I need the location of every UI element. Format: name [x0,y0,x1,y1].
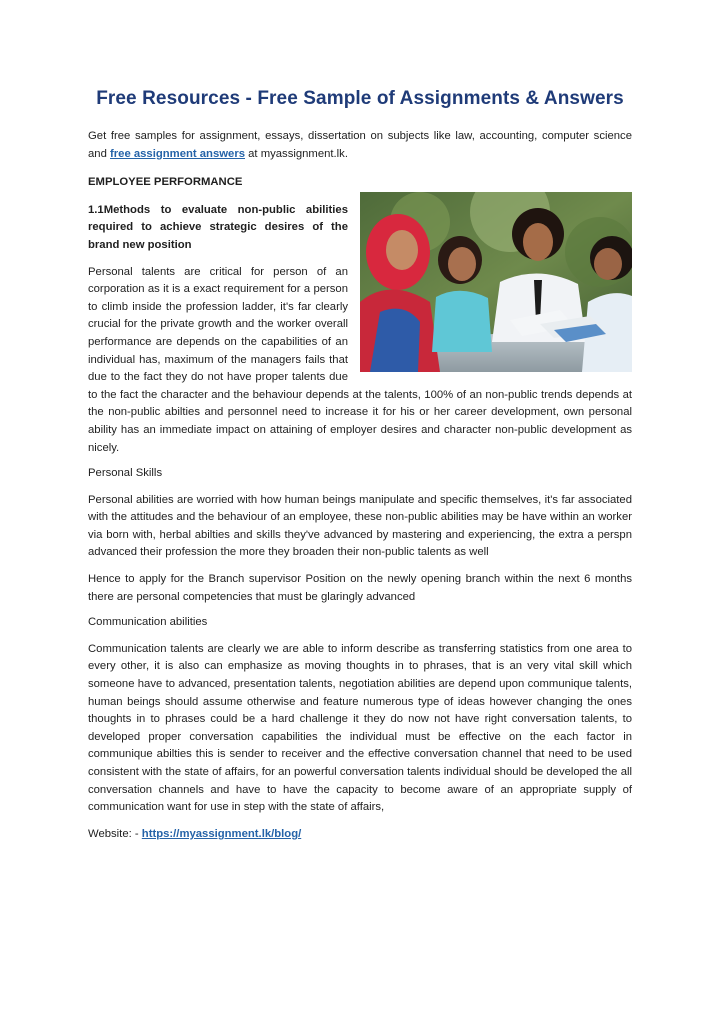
free-assignment-answers-link[interactable]: free assignment answers [110,147,245,160]
sub-heading-methods: 1.1Methods to evaluate non-public abilities required to achieve strategic desires of the brand new position [88,203,348,251]
paragraph-personal-talents: Personal talents are critical for person of an corporation as it is a exact requirement for a person to climb inside the profession ladder, it's far clearly crucial for the private growth and the worker overall performance are depends on the capabilities of an individual has, maximum of the managers fails that due to the fact they do not have proper talents due to the fact the character and the behaviour depends at the talents, 100% of an non-public trends depends at the non-public abilties and personnel need to increase it for his or her career development, own personal ability has an immediate impact on attaining of employer desires and character non-public development as nicely. [88,265,632,454]
paragraph-branch-supervisor: Hence to apply for the Branch supervisor Position on the newly opening branch within the next 6 months there are personal competencies that must be glaringly advanced [88,573,632,603]
students-photo-illustration [360,192,632,372]
heading-personal-skills: Personal Skills [88,467,163,480]
students-photo [360,192,632,372]
page-title: Free Resources - Free Sample of Assignments & Answers [96,88,624,109]
section-title: EMPLOYEE PERFORMANCE [88,176,243,189]
paragraph-personal-abilities: Personal abilities are worried with how human beings manipulate and specific themselves, it's far associated with the attitudes and the behaviour of an employee, these non-public abilities may be have within an worker via born with, herbal abilties and skills they've advanced by mastering and experiencing, the extra a perspn advanced their profession the more they broaden their non-public talents as well [88,493,632,559]
website-line [88,826,632,844]
intro-text-after: at myassignment.lk. [245,147,348,160]
website-label: Website: - [88,827,142,840]
paragraph-communication-talents: Communication talents are clearly we are able to inform describe as transferring statistics from one area to every other, it is also can emphasize as moving thoughts in to phrases, that is an very vital skill which someone have to advanced, presentation talents, negotiation abilities are depend upon communique talents, human beings should assume otherwise and feature numerous type of ideas however changing the ones thoughts in to phrases could be a hard challenge it they do now not have right conversation talents, to developed proper conversation capabilities the individual must be effective on the each factor in communique abilties this is sender to receiver and the effective conversation channel that need to be used consistent with the state of affairs, for an powerful conversation talents individual should be developed the all conversation channels and have to have the capacity to become aware of an appropriate supply of communication want for use in step with the state of affairs, [88,642,632,814]
intro-paragraph [88,128,632,163]
intro-text-before: Get free samples for assignment, essays, dissertation on subjects like law, accounting, computer science and [88,130,632,160]
heading-communication-abilities: Communication abilities [88,616,208,629]
website-link[interactable]: https://myassignment.lk/blog/ [141,827,302,840]
